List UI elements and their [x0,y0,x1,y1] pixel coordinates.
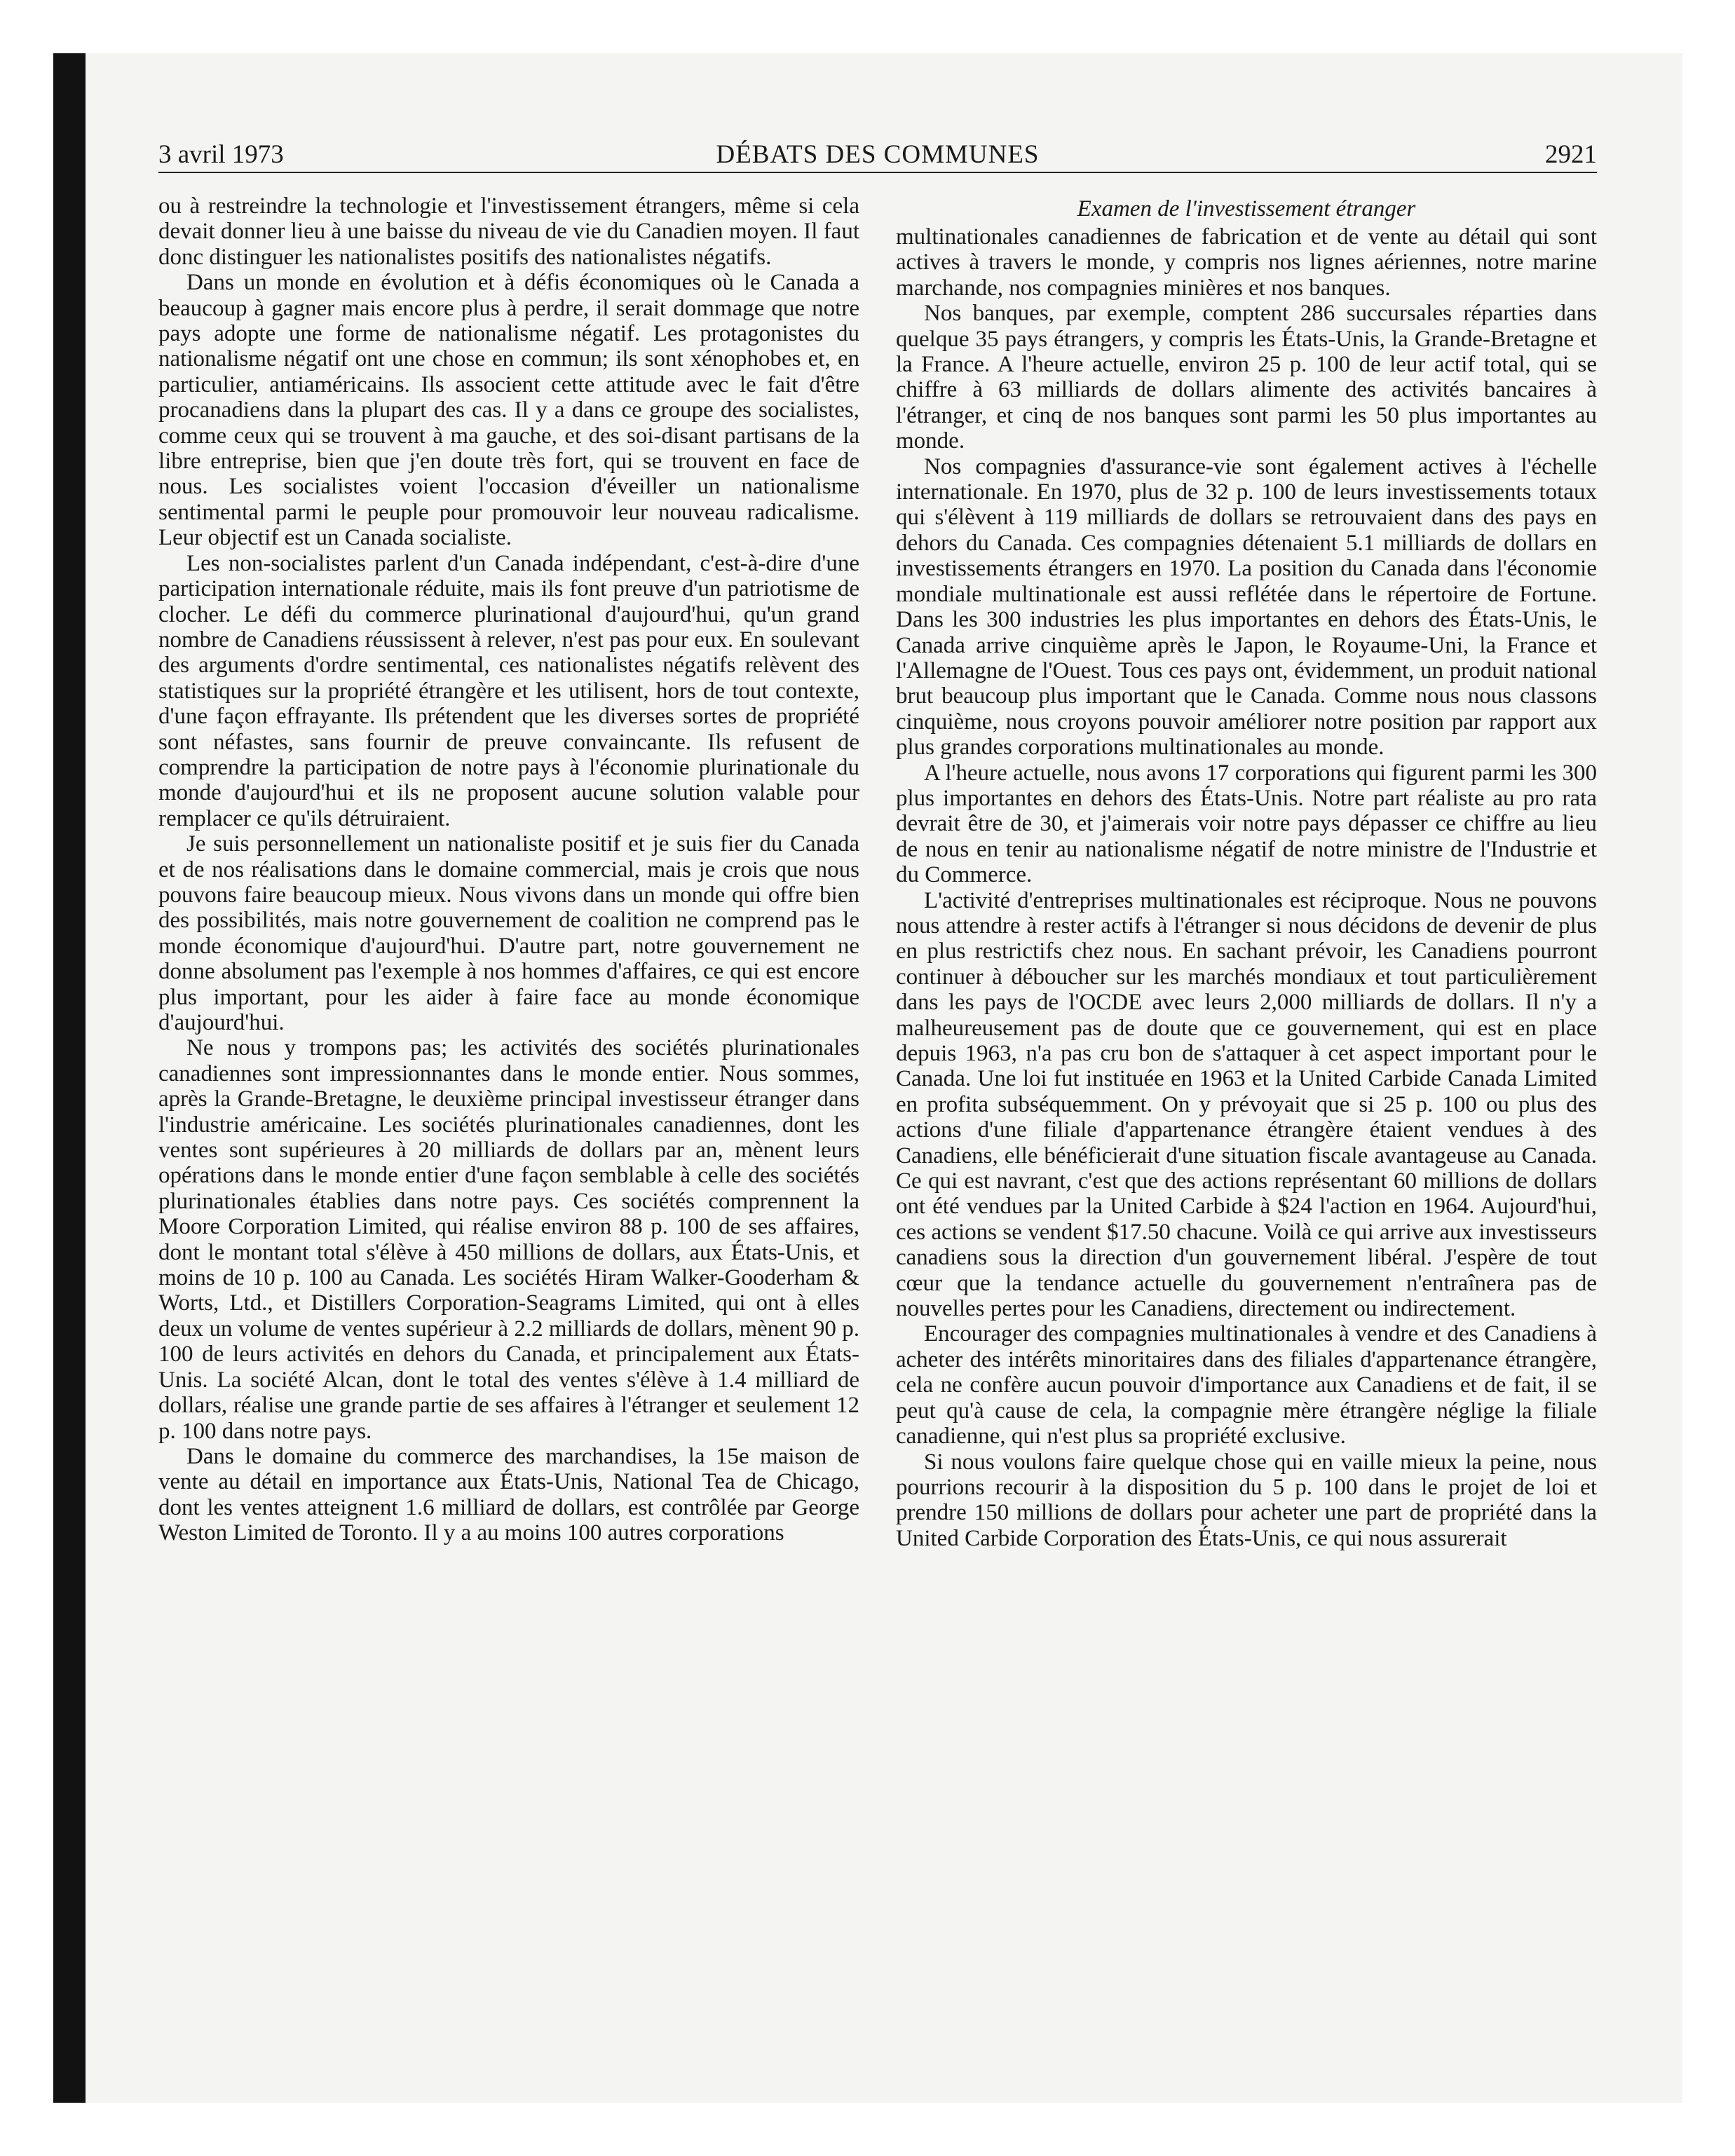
header-title: DÉBATS DES COMMUNES [716,140,1040,169]
scan-binding-edge [53,53,86,2103]
right-column [896,193,1597,1551]
page-number: 2921 [1545,140,1597,169]
paragraph: Nos compagnies d'assurance-vie sont également actives à l'échelle internationale. En 1970, plus de 32 p. 100 de leurs investissements totaux qui s'élèvent à 119 milliards de dollars se retrouvaient dans des pays en dehors du Canada. Ces compagnies détenaient 5.1 milliards de dollars en investissements étrangers en 1970. La position du Canada dans l'économie mondiale multinationale est aussi reflétée dans le répertoire de Fortune. Dans les 300 industries les plus importantes en dehors des États-Unis, le Canada arrive cinquième après le Japon, le Royaume-Uni, la France et l'Allemagne de l'Ouest. Tous ces pays ont, évidemment, un produit national brut beaucoup plus important que le Canada. Comme nous nous classons cinquième, nous croyons pouvoir améliorer notre position par rapport aux plus grandes corporations multinationales au monde. [896,453,1597,760]
paragraph: multinationales canadiennes de fabrication et de vente au détail qui sont actives à travers le monde, y compris nos lignes aériennes, notre marine marchande, nos compagnies minières et nos banques. [896,224,1597,301]
paragraph: Dans un monde en évolution et à défis économiques où le Canada a beaucoup à gagner mais encore plus à perdre, il serait dommage que notre pays adopte une forme de nationalisme négatif. Les protagonistes du nationalisme négatif ont une chose en commun; ils sont xénophobes et, en particulier, antiaméricains. Ils associent cette attitude avec le fait d'être procanadiens dans la plupart des cas. Il y a dans ce groupe des socialistes, comme ceux qui se trouvent à ma gauche, et des soi-disant partisans de la libre entreprise, bien que j'en doute très fort, qui se trouvent en face de nous. Les socialistes voient l'occasion d'éveiller un nationalisme sentimental parmi le peuple pour promouvoir leur nouveau radicalisme. Leur objectif est un Canada socialiste. [158,270,859,551]
paragraph: Dans le domaine du commerce des marchandises, la 15e maison de vente au détail en importance aux États-Unis, National Tea de Chicago, dont les ventes atteignent 1.6 milliard de dollars, est contrôlée par George Weston Limited de Toronto. Il y a au moins 100 autres corporations [158,1443,859,1546]
section-title: Examen de l'investissement étranger [1077,196,1416,221]
paragraph: L'activité d'entreprises multinationales est réciproque. Nous ne pouvons nous attendre à rester actifs à l'étranger si nous décidons de devenir de plus en plus restrictifs chez nous. En sachant prévoir, les Canadiens pourront continuer à déboucher sur les marchés mondiaux et tout particulièrement dans les pays de l'OCDE avec leurs 2,000 milliards de dollars. Il n'y a malheureusement pas de doute que ce gouvernement, qui est en place depuis 1963, n'a pas cru bon de s'attaquer à cet aspect important pour le Canada. Une loi fut instituée en 1963 et la United Carbide Canada Limited en profita subséquemment. On y prévoyait que si 25 p. 100 ou plus des actions d'une filiale d'appartenance étrangère étaient vendues à des Canadiens, elle bénéficierait d'une situation fiscale avantageuse au Canada. Ce qui est navrant, c'est que des actions représentant 60 millions de dollars ont été vendues par la United Carbide à $24 l'action en 1964. Aujourd'hui, ces actions se vendent $17.50 chacune. Voilà ce qui arrive aux investisseurs canadiens sous la direction d'un gouvernement libéral. J'espère de tout cœur que la tendance actuelle du gouvernement n'entraînera pas de nouvelles pertes pour les Canadiens, directement ou indirectement. [896,887,1597,1322]
paragraph: ou à restreindre la technologie et l'investissement étrangers, même si cela devait donner lieu à une baisse du niveau de vie du Canadien moyen. Il faut donc distinguer les nationalistes positifs des nationalistes négatifs. [158,193,859,270]
left-column [158,193,859,1546]
paragraph: Les non-socialistes parlent d'un Canada indépendant, c'est-à-dire d'une participation internationale réduite, mais ils font preuve d'un patriotisme de clocher. Le défi du commerce plurinational d'aujourd'hui, qu'un grand nombre de Canadiens réussissent à relever, n'est pas pour eux. En soulevant des arguments d'ordre sentimental, ces nationalistes négatifs relèvent des statistiques sur la propriété étrangère et les utilisent, hors de tout contexte, d'une façon effrayante. Ils prétendent que les diverses sortes de propriété sont néfastes, sans fournir de preuve convaincante. Ils refusent de comprendre la participation de notre pays à l'économie plurinationale du monde d'aujourd'hui et ils ne proposent aucune solution valable pour remplacer ce qu'ils détruiraient. [158,550,859,831]
paragraph: Nos banques, par exemple, comptent 286 succursales réparties dans quelque 35 pays étrangers, y compris les États-Unis, la Grande-Bretagne et la France. A l'heure actuelle, environ 25 p. 100 de leur actif total, qui se chiffre à 63 milliards de dollars alimente des activités bancaires à l'étranger, et cinq de nos banques sont parmi les 50 plus importantes au monde. [896,301,1597,454]
paragraph: Ne nous y trompons pas; les activités des sociétés plurinationales canadiennes sont impressionnantes dans le monde entier. Nous sommes, après la Grande-Bretagne, le deuxième principal investisseur étranger dans l'industrie américaine. Les sociétés plurinationales canadiennes, dont les ventes sont supérieures à 20 milliards de dollars par an, mènent leurs opérations dans le monde entier d'une façon semblable à celle des sociétés plurinationales établies dans notre pays. Ces sociétés comprennent la Moore Corporation Limited, qui réalise environ 88 p. 100 de ses affaires, dont le montant total s'élève à 450 millions de dollars, aux États-Unis, et moins de 10 p. 100 au Canada. Les sociétés Hiram Walker-Gooderham & Worts, Ltd., et Distillers Corporation-Seagrams Limited, qui ont à elles deux un volume de ventes supérieur à 2.2 milliards de dollars, mènent 90 p. 100 de leurs activités en dehors du Canada, et principalement aux États-Unis. La société Alcan, dont le total des ventes s'élève à 1.4 milliard de dollars, réalise une grande partie de ses affaires à l'étranger et seulement 12 p. 100 dans notre pays. [158,1035,859,1444]
page-header [158,139,1597,171]
header-rule [158,172,1597,173]
paragraph: Si nous voulons faire quelque chose qui en vaille mieux la peine, nous pourrions recourir à la disposition du 5 p. 100 dans le projet de loi et prendre 150 millions de dollars pour acheter une part de propriété dans la United Carbide Corporation des États-Unis, ce qui nous assurerait [896,1449,1597,1551]
header-date: 3 avril 1973 [158,140,284,169]
paragraph: Je suis personnellement un nationaliste positif et je suis fier du Canada et de nos réalisations dans le domaine commercial, mais je crois que nous pouvons faire beaucoup mieux. Nous vivons dans un monde qui offre bien des possibilités, mais notre gouvernement de coalition ne comprend pas le monde économique d'aujourd'hui. D'autre part, notre gouvernement ne donne absolument pas l'exemple à nos hommes d'affaires, ce qui est encore plus important, pour les aider à faire face au monde économique d'aujourd'hui. [158,831,859,1035]
paragraph: A l'heure actuelle, nous avons 17 corporations qui figurent parmi les 300 plus importantes en dehors des États-Unis. Notre part réaliste au pro rata devrait être de 30, et j'aimerais voir notre pays dépasser ce chiffre au lieu de nous en tenir au nationalisme négatif de notre ministre de l'Industrie et du Commerce. [896,760,1597,888]
paragraph: Encourager des compagnies multinationales à vendre et des Canadiens à acheter des intérêts minoritaires dans des filiales d'appartenance étrangère, cela ne confère aucun pouvoir d'importance aux Canadiens et de fait, il se peut qu'à cause de cela, la compagnie mère étrangère néglige la filiale canadienne, qui n'est plus sa propriété exclusive. [896,1321,1597,1449]
